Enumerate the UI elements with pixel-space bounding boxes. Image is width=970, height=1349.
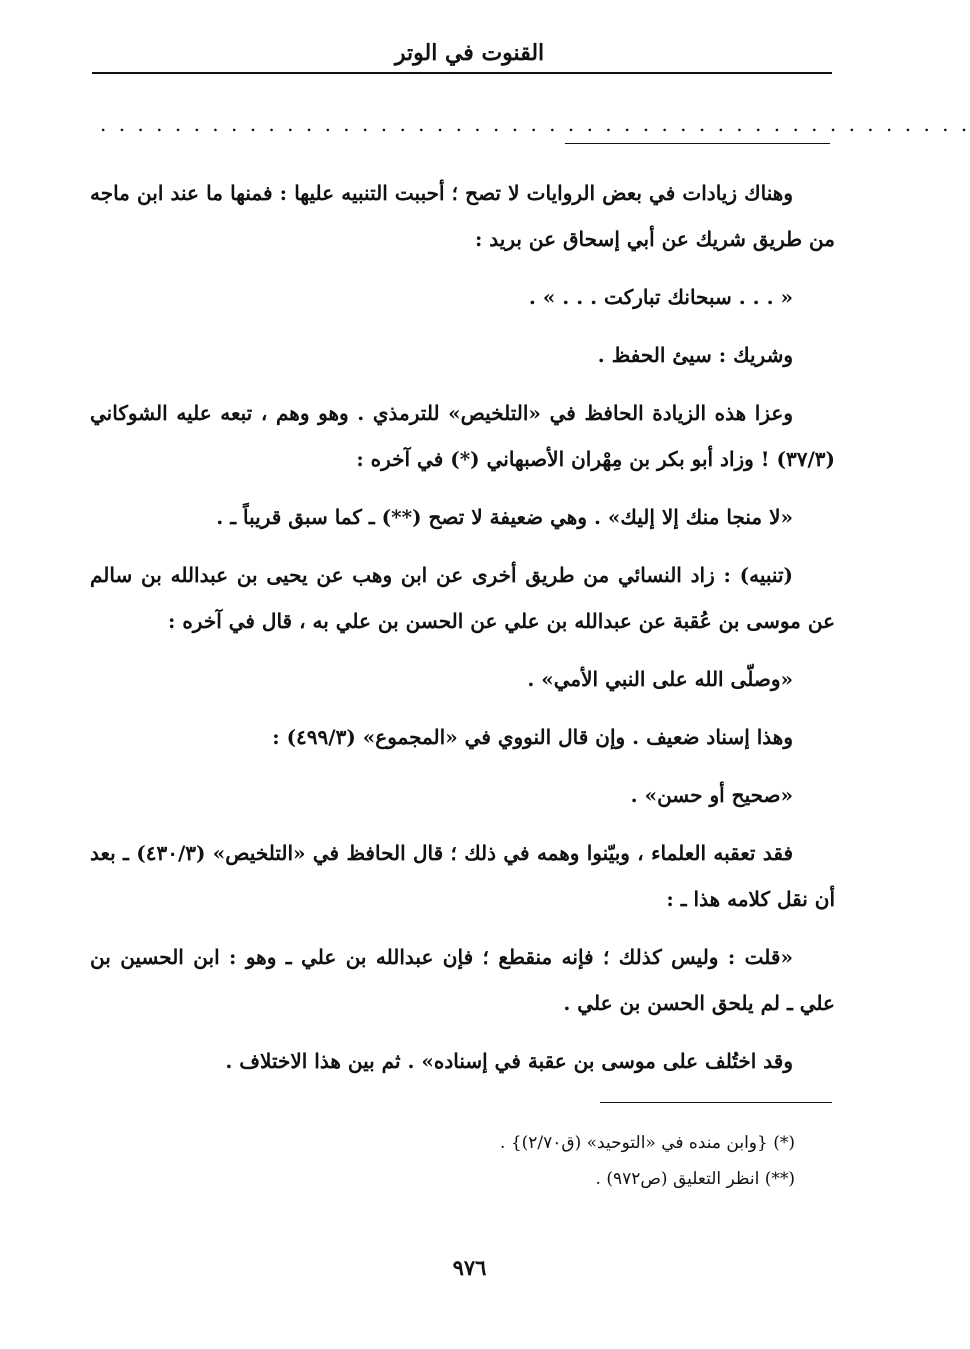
footnotes (100, 1125, 795, 1197)
running-header-title: القنوت في الوتر (394, 40, 545, 66)
paragraph: وهذا إسناد ضعيف . وإن قال النووي في «المجموع» (٤٩٩/٣) : (272, 725, 793, 749)
footnote-rule (600, 1102, 832, 1103)
ellipsis-dots-line: . . . . . . . . . . . . . . . . . . . . . . . . . . . . . . . . . . . . . . . . . . . . . . . (100, 112, 970, 136)
paragraph: وعزا هذه الزيادة الحافظ في «التلخيص» للترمذي . وهو وهم ، تبعه عليه الشوكاني (٣٧/٣) ! وزاد أبو بكر بن مِهْران الأصبهاني (*) في آخره : (90, 401, 835, 471)
paragraph: وهناك زيادات في بعض الروايات لا تصح ؛ أحببت التنبيه عليها : فمنها ما عند ابن ماجه من طريق شريك عن أبي إسحاق عن بريد : (90, 181, 835, 251)
note-paragraph: (تنبيه) : زاد النسائي من طريق أخرى عن ابن وهب عن يحيى بن عبدالله بن سالم عن موسى بن عُقبة عن عبدالله بن علي عن الحسن بن علي به ، قال في آخره : (90, 563, 835, 633)
quotation: «لا منجا منك إلا إليك» . وهي ضعيفة لا تصح (**) ـ كما سبق قريباً ـ . (216, 505, 793, 529)
quotation: «وصلّى الله على النبي الأمي» . (527, 667, 793, 691)
paragraph: وشريك : سيئ الحفظ . (597, 343, 793, 367)
footnote-item: (**) انظر التعليق (ص٩٧٢) . (595, 1169, 795, 1189)
quotation: «قلت : وليس كذلك ؛ فإنه منقطع ؛ فإن عبدالله بن علي ـ وهو : ابن الحسين بن علي ـ لم يلحق الحسن بن علي . (90, 945, 835, 1015)
page-number: ٩٧٦ (452, 1255, 487, 1280)
paragraph: وقد اختُلف على موسى بن عقبة في إسناده» . ثم بين هذا الاختلاف . (225, 1049, 793, 1073)
header-rule (92, 72, 832, 74)
paragraph: فقد تعقبه العلماء ، وبيّنوا وهمه في ذلك ؛ قال الحافظ في «التلخيص» (٤٣٠/٣) ـ بعد أن نقل كلامه هذا ـ : (90, 841, 835, 911)
main-text (90, 170, 835, 1096)
quotation: « . . . سبحانك تباركت . . . » . (528, 285, 793, 309)
quotation: «صحيح أو حسن» . (630, 783, 793, 807)
footnote-item: (*) {وابن منده في «التوحيد» (ق٢/٧٠)} . (500, 1133, 795, 1153)
dots-rule (565, 143, 830, 144)
